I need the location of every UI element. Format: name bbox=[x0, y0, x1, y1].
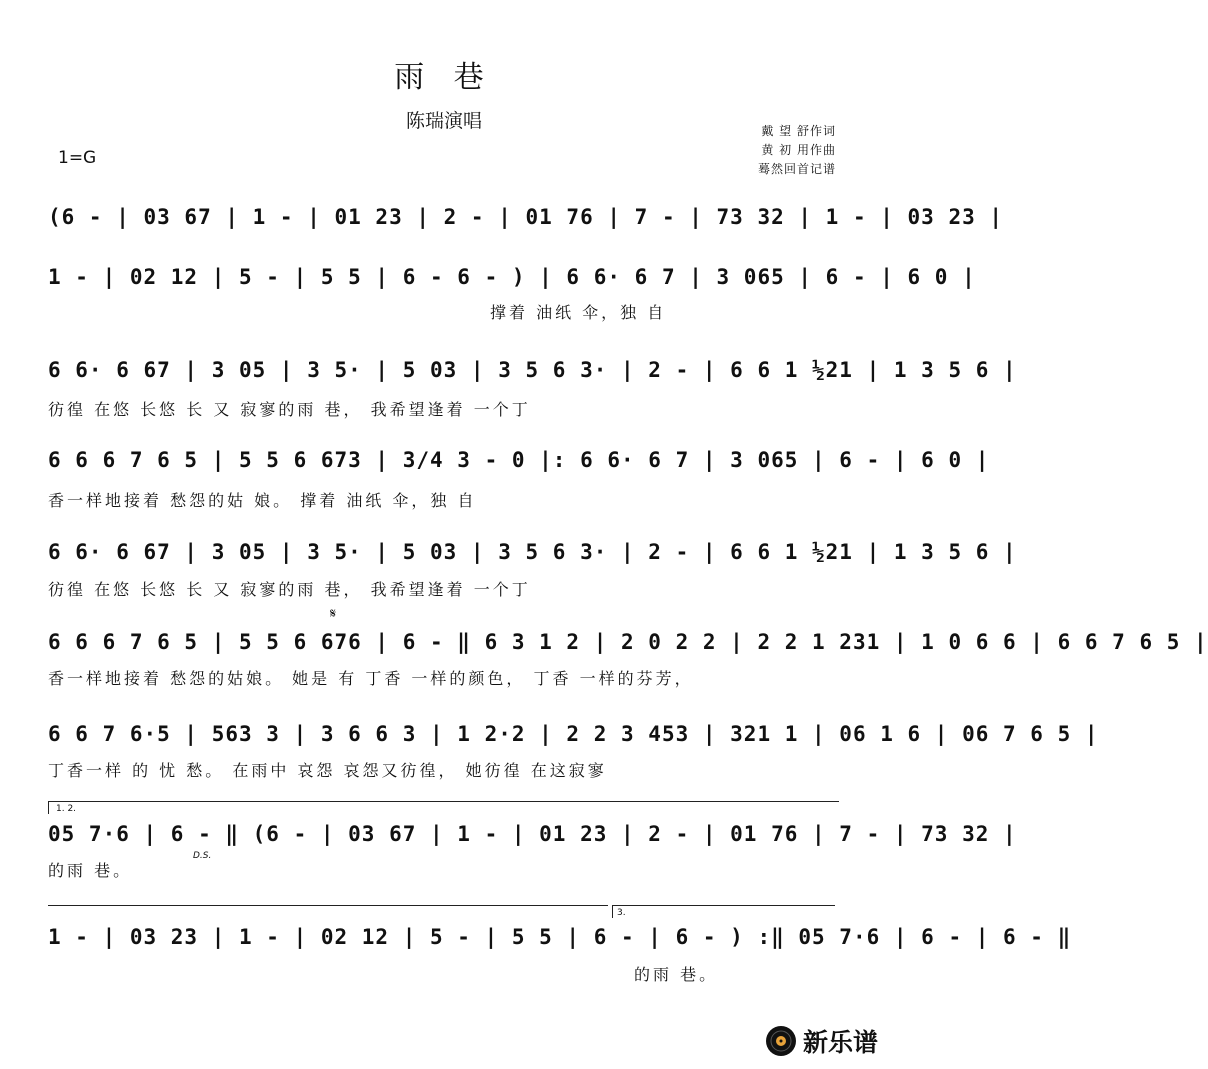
lyrics-row-8: 的雨 巷。 bbox=[48, 861, 133, 880]
notation-row-6: 6 6 6 7 6 5 | 5 5 6 676 | 6 - ‖ 6 3 1 2 | 2 0 2 2 | 2 2 1 231 | 1 0 6 6 | 6 6 7 6 5 | bbox=[48, 630, 1208, 654]
notation-row-1: (6 - | 03 67 | 1 - | 01 23 | 2 - | 01 76 | 7 - | 73 32 | 1 - | 03 23 | bbox=[48, 205, 1004, 229]
volta-label-3: 3. bbox=[617, 908, 626, 918]
notation-row-5: 6 6· 6 67 | 3 05 | 3 5· | 5 03 | 3 5 6 3· | 2 - | 6 6 1 ½21 | 1 3 5 6 | bbox=[48, 540, 1017, 564]
lyrics-row-7: 丁香一样 的 忧 愁。 在雨中 哀怨 哀怨又彷徨， 她彷徨 在这寂寥 bbox=[48, 761, 607, 780]
volta-bracket-1 bbox=[48, 801, 839, 814]
vinyl-record-icon bbox=[765, 1025, 797, 1057]
volta-bracket-2 bbox=[48, 905, 608, 918]
lyrics-row-6: 香一样地接着 愁怨的姑娘。 她是 有 丁香 一样的颜色， 丁香 一样的芬芳， bbox=[48, 669, 694, 688]
volta-label-1: 1. 2. bbox=[56, 804, 77, 814]
logo-text: 新乐谱 bbox=[802, 1028, 878, 1057]
lyrics-row-9: 的雨 巷。 bbox=[634, 965, 719, 984]
lyrics-row-4: 香一样地接着 愁怨的姑 娘。 撑着 油纸 伞，独 自 bbox=[48, 491, 477, 510]
lyricist-credit: 戴 望 舒作词 bbox=[761, 124, 836, 138]
notation-row-3: 6 6· 6 67 | 3 05 | 3 5· | 5 03 | 3 5 6 3· | 2 - | 6 6 1 ½21 | 1 3 5 6 | bbox=[48, 358, 1017, 382]
transcriber-credit: 蓦然回首记谱 bbox=[757, 162, 836, 176]
site-logo bbox=[765, 1023, 878, 1059]
notation-row-2: 1 - | 02 12 | 5 - | 5 5 | 6 - 6 - ) | 6 6· 6 7 | 3 065 | 6 - | 6 0 | bbox=[48, 265, 976, 289]
segno-sign: 𝄋 bbox=[330, 606, 337, 622]
lyrics-row-5: 彷徨 在悠 长悠 长 又 寂寥的雨 巷， 我希望逢着 一个丁 bbox=[48, 580, 531, 599]
singer-credit: 陈瑞演唱 bbox=[405, 110, 482, 132]
key-signature: 1=G bbox=[58, 148, 97, 168]
notation-row-8: 05 7·6 | 6 - ‖ (6 - | 03 67 | 1 - | 01 23 | 2 - | 01 76 | 7 - | 73 32 | bbox=[48, 822, 1017, 846]
composer-credit: 黄 初 用作曲 bbox=[761, 143, 836, 157]
song-title: 雨 巷 bbox=[394, 60, 494, 95]
lyrics-row-3: 彷徨 在悠 长悠 长 又 寂寥的雨 巷， 我希望逢着 一个丁 bbox=[48, 400, 531, 419]
notation-row-4: 6 6 6 7 6 5 | 5 5 6 673 | 3/4 3 - 0 |: 6 6· 6 7 | 3 065 | 6 - | 6 0 | bbox=[48, 448, 990, 472]
ds-marker: D.S. bbox=[193, 851, 212, 861]
lyrics-row-2: 撑着 油纸 伞，独 自 bbox=[490, 303, 667, 322]
credits-block bbox=[758, 122, 836, 179]
notation-row-9: 1 - | 03 23 | 1 - | 02 12 | 5 - | 5 5 | 6 - | 6 - ) :‖ 05 7·6 | 6 - | 6 - ‖ bbox=[48, 925, 1072, 949]
volta-bracket-3 bbox=[612, 905, 835, 918]
notation-row-7: 6 6 7 6·5 | 563 3 | 3 6 6 3 | 1 2·2 | 2 2 3 453 | 321 1 | 06 1 6 | 06 7 6 5 | bbox=[48, 722, 1099, 746]
